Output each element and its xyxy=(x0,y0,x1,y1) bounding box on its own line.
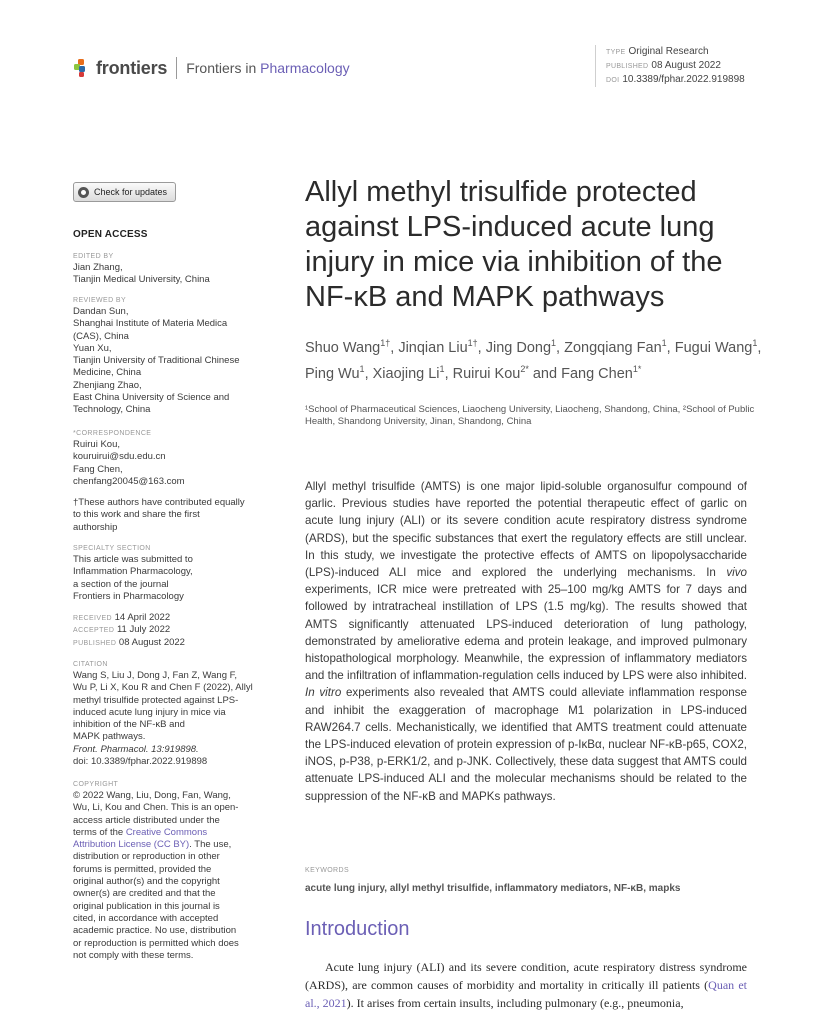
accepted-label: ACCEPTED xyxy=(73,627,115,635)
author-name: Ruirui Kou xyxy=(452,365,521,382)
author-affiliations: ¹School of Pharmaceutical Sciences, Liaocheng University, Liaocheng, Shandong, China, ²School of Public Health, Shandong University, Jinan, Shandong, China xyxy=(305,404,755,427)
citation-line: doi: 10.3389/fphar.2022.919898 xyxy=(73,756,208,768)
copyright-section xyxy=(73,779,253,962)
author[interactable] xyxy=(305,363,373,382)
author-separator: , xyxy=(666,339,675,356)
journal-title xyxy=(186,60,349,76)
check-for-updates-button[interactable] xyxy=(73,182,176,202)
published-row xyxy=(73,637,253,649)
author-separator: , xyxy=(757,339,762,356)
meta-type xyxy=(606,45,745,59)
author-list xyxy=(305,333,775,385)
equal-contribution-note xyxy=(73,497,253,534)
introduction-heading: Introduction xyxy=(305,918,410,940)
citation-line: methyl trisulfide protected against LPS- xyxy=(73,694,239,706)
frontiers-logo-icon xyxy=(73,58,91,78)
author-affiliation-mark: 1 xyxy=(551,338,557,348)
copyright-text: terms of the xyxy=(73,826,126,838)
specialty-line: Inflammation Pharmacology, xyxy=(73,566,193,578)
published-label: PUBLISHED xyxy=(73,639,117,647)
meta-doi-label: DOI xyxy=(606,77,620,84)
reviewer-line: Shanghai Institute of Materia Medica xyxy=(73,318,228,330)
received-date: 14 April 2022 xyxy=(114,612,171,623)
specialty-line: Frontiers in Pharmacology xyxy=(73,590,184,602)
dates-section xyxy=(73,612,253,649)
abstract-text: Allyl methyl trisulfide (AMTS) is one major lipid-soluble organosulfur compound of garlic. Previous studies have reported the potential therapeutic effect of garlic on acute lung injury (ALI) or its severe condition acute respiratory distress syndrome (ARDS), but the specific substances that exert the regulatory effects are still unclear. In this study, we investigate the protective effects of AMTS on lipopolysaccharide (LPS)-induced ALI mice and explored the underlying mechanisms. In xyxy=(305,480,747,580)
citation-section xyxy=(73,659,253,768)
copyright-line: original author(s) and the copyright xyxy=(73,876,220,888)
journal-name: Pharmacology xyxy=(260,60,350,76)
author-separator: , xyxy=(477,339,486,356)
correspondence-section xyxy=(73,428,253,488)
received-row xyxy=(73,612,253,624)
copyright-line: Wu, Li, Kou and Chen. This is an open- xyxy=(73,802,239,814)
check-updates-label: Check for updates xyxy=(94,187,168,197)
author[interactable] xyxy=(398,340,485,356)
introduction-text xyxy=(305,958,747,1012)
author[interactable] xyxy=(564,340,675,356)
meta-published-value: 08 August 2022 xyxy=(651,60,721,71)
license-link[interactable]: Attribution License (CC BY) xyxy=(73,839,190,851)
meta-doi-value[interactable]: 10.3389/fphar.2022.919898 xyxy=(622,74,745,85)
author-name: Jing Dong xyxy=(485,339,552,356)
author-affiliation-mark: 1 xyxy=(661,338,667,348)
copyright-line: access article distributed under the xyxy=(73,814,220,826)
reviewer-line: Medicine, China xyxy=(73,367,142,379)
copyright-line: © 2022 Wang, Liu, Dong, Fan, Wang, xyxy=(73,790,231,801)
author[interactable] xyxy=(675,340,762,356)
author-separator: , xyxy=(364,365,373,382)
specialty-line: a section of the journal xyxy=(73,578,169,590)
article-meta xyxy=(595,45,745,87)
editor-name: Jian Zhang, xyxy=(73,262,123,273)
update-badge-icon xyxy=(78,187,89,198)
journal-logo[interactable] xyxy=(73,57,350,79)
citation-line: Wu P, Li X, Kou R and Chen F (2022), Allyl xyxy=(73,682,253,694)
keywords: acute lung injury, allyl methyl trisulfide, inflammatory mediators, NF-κB, mapks xyxy=(305,883,681,894)
author-name: Ping Wu xyxy=(305,365,360,382)
edited-by-label: EDITED BY xyxy=(73,253,114,260)
author-name: Xiaojing Li xyxy=(372,365,440,382)
author-separator: and xyxy=(528,365,562,382)
copyright-line xyxy=(73,827,253,839)
accepted-row xyxy=(73,624,253,636)
reviewer-line: East China University of Science and xyxy=(73,392,230,404)
reviewer-line: Yuan Xu, xyxy=(73,342,112,354)
note-line: to this work and share the first xyxy=(73,509,200,521)
author-name: Zongqiang Fan xyxy=(564,339,662,356)
copyright-line xyxy=(73,839,253,851)
copyright-line: original publication in this journal is xyxy=(73,900,220,912)
copyright-line: owner(s) are credited and that the xyxy=(73,888,216,900)
copyright-line: or reproduction is permitted which does xyxy=(73,937,239,949)
citation-line: Front. Pharmacol. 13:919898. xyxy=(73,743,199,755)
author-affiliation-mark: 2* xyxy=(520,363,529,374)
copyright-line: not comply with these terms. xyxy=(73,949,194,961)
specialty-label: SPECIALTY SECTION xyxy=(73,545,151,552)
author-affiliation-mark: 1 xyxy=(359,363,365,374)
author-affiliation-mark: 1† xyxy=(380,338,391,348)
author-separator: , xyxy=(390,339,399,356)
copyright-line: forums is permitted, provided the xyxy=(73,863,212,875)
reviewer-line: (CAS), China xyxy=(73,330,129,342)
keywords-label: KEYWORDS xyxy=(305,867,350,874)
correspondent-name: Fang Chen, xyxy=(73,463,123,475)
published-date: 08 August 2022 xyxy=(118,636,185,648)
meta-doi xyxy=(606,73,745,87)
journal-prefix: Frontiers in xyxy=(186,60,257,76)
copyright-text: . The use, xyxy=(189,839,232,851)
author-name: Jinqian Liu xyxy=(398,339,468,356)
author-separator: , xyxy=(444,365,453,382)
correspondence-label: *CORRESPONDENCE xyxy=(73,430,152,437)
author-affiliation-mark: 1 xyxy=(752,338,758,348)
reviewed-by-label: REVIEWED BY xyxy=(73,297,127,304)
abstract-text: experiments also revealed that AMTS could alleviate inflammation response and inhibit the exaggeration of macrophage M1 polarization in LPS-induced RAW264.7 cells. Mechanistically, we identified that AMTS treatment could attenuate the LPS-induced elevation of protein expression of p-IκBα, nuclear NF-κB-p65, COX2, iNOS, p-P38, p-ERK1/2, and p-JNK. Collectively, these data suggest that AMTS could attenuate LPS-induced ALI and the molecular mechanisms should be related to the suppression of the NF-κB and MAPKs pathways. xyxy=(305,686,747,803)
correspondent-name: Ruirui Kou, xyxy=(73,439,120,450)
citation-line: MAPK pathways. xyxy=(73,731,146,743)
license-link[interactable]: Creative Commons xyxy=(125,826,208,838)
received-label: RECEIVED xyxy=(73,615,112,622)
author-name: Fugui Wang xyxy=(674,339,753,356)
meta-published-label: PUBLISHED xyxy=(606,63,649,70)
copyright-line: distribution or reproduction in other xyxy=(73,851,220,863)
article-title: Allyl methyl trisulfide protected against LPS-induced acute lung injury in mice via inhibition of the NF-κB and MAPK pathways xyxy=(305,176,723,313)
meta-type-label: TYPE xyxy=(606,49,626,56)
brand-name: frontiers xyxy=(96,57,168,78)
author[interactable] xyxy=(452,363,562,382)
correspondent-email[interactable]: chenfang20045@163.com xyxy=(73,475,185,487)
specialty-line: This article was submitted to xyxy=(73,554,193,565)
author-affiliation-mark: 1† xyxy=(467,338,478,348)
note-line: authorship xyxy=(73,521,118,533)
note-line: †These authors have contributed equally xyxy=(73,497,245,508)
abstract-italic: In vitro xyxy=(305,686,342,700)
author[interactable] xyxy=(372,363,453,382)
citation-line: induced acute lung injury in mice via xyxy=(73,706,226,718)
reviewer-line: Zhenjiang Zhao, xyxy=(73,379,142,391)
author[interactable] xyxy=(561,363,642,382)
accepted-date: 11 July 2022 xyxy=(116,624,171,636)
author-name: Fang Chen xyxy=(561,365,633,382)
citation-line: inhibition of the NF-κB and xyxy=(73,719,185,731)
meta-type-value: Original Research xyxy=(628,46,709,57)
author-affiliation-mark: 1* xyxy=(632,363,642,374)
citation-line: Wang S, Liu J, Dong J, Fan Z, Wang F, xyxy=(73,670,238,681)
citation-label: CITATION xyxy=(73,661,108,668)
copyright-line: cited, in accordance with accepted xyxy=(73,912,219,924)
meta-published xyxy=(606,59,745,73)
abstract-italic: vivo xyxy=(726,566,747,580)
abstract xyxy=(305,478,747,805)
reviewer-line: Technology, China xyxy=(73,404,151,416)
intro-text: Acute lung injury (ALI) and its severe condition, acute respiratory distress syndrome (ARDS), are common causes of morbidity and mortality in critically ill patients ( xyxy=(305,960,747,992)
author-separator: , xyxy=(556,339,565,356)
intro-text: ). It arises from certain insults, including pulmonary (e.g., pneumonia, xyxy=(346,996,684,1010)
author-affiliation-mark: 1 xyxy=(439,363,445,374)
edited-by-section xyxy=(73,251,253,287)
reviewed-by-section xyxy=(73,295,253,417)
open-access-label: OPEN ACCESS xyxy=(73,229,148,240)
author[interactable] xyxy=(486,340,564,356)
reviewer-line: Dandan Sun, xyxy=(73,306,129,317)
reviewer-line: Tianjin University of Traditional Chinese xyxy=(73,355,240,367)
specialty-section xyxy=(73,543,253,603)
author-name: Shuo Wang xyxy=(305,339,381,356)
citation-link[interactable]: Quan et al., 2021 xyxy=(305,978,747,1010)
correspondent-email[interactable]: kouruirui@sdu.edu.cn xyxy=(73,451,166,463)
editor-affiliation: Tianjin Medical University, China xyxy=(73,274,210,286)
abstract-text: experiments, ICR mice were pretreated with 25–100 mg/kg AMTS for 7 days and followed by intratracheal instillation of LPS (1.5 mg/kg). The results showed that AMTS significantly attenuated LPS-induced deterioration of lung pathology, demonstrated by ameliorative edema and protein leakage, and improved pulmonary histopathological morphology. Meanwhile, the expression of inflammatory mediators and the infiltration of inflammation-regulation cells induced by LPS were also inhibited. xyxy=(305,583,747,683)
copyright-line: academic practice. No use, distribution xyxy=(73,925,237,937)
logo-divider xyxy=(176,57,177,79)
author[interactable] xyxy=(305,340,398,356)
copyright-label: COPYRIGHT xyxy=(73,781,119,788)
